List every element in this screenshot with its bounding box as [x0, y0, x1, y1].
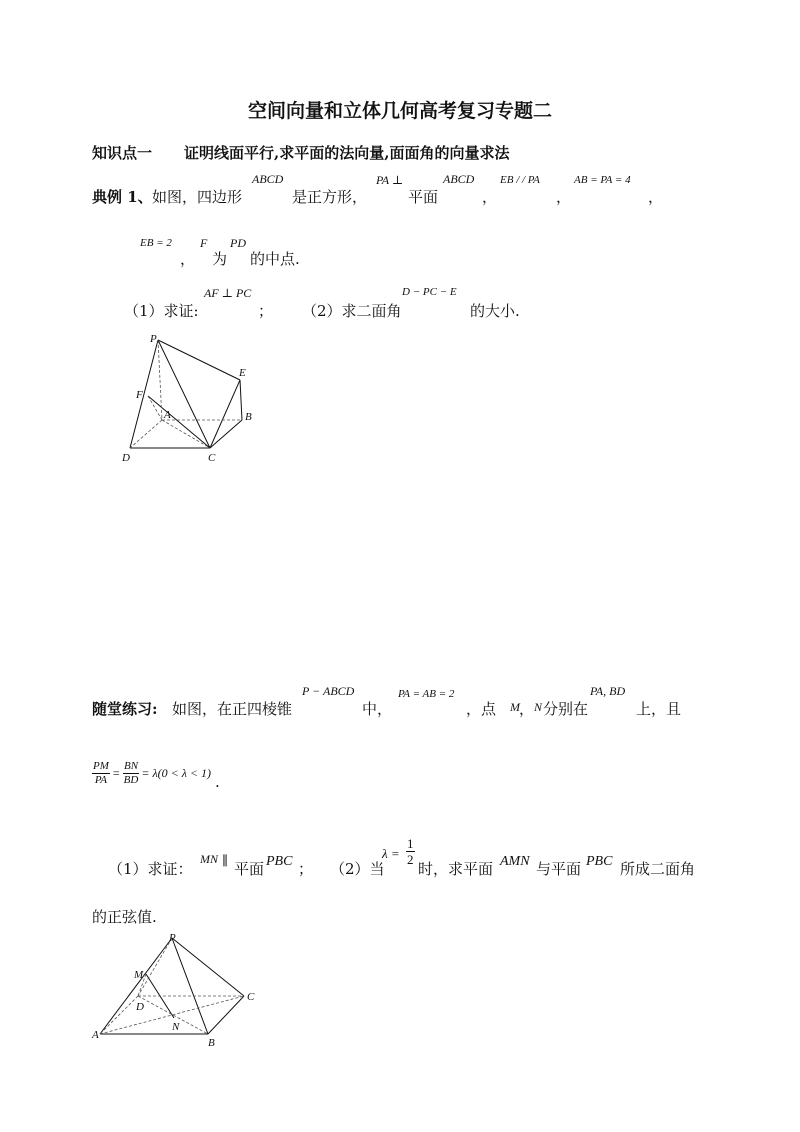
edge-fa-hidden — [148, 396, 162, 420]
practice-text-3b: ， — [519, 700, 535, 718]
example1-text-3: 平面 — [408, 188, 439, 206]
example1-math-f: F — [200, 236, 208, 250]
fraction-one-half — [406, 836, 415, 867]
equals-sign: = — [112, 766, 120, 780]
example1-semicolon: ； — [258, 302, 274, 320]
example1-comma-4: ， — [180, 250, 196, 268]
edge-da-hidden — [100, 996, 138, 1034]
label-b: B — [245, 411, 252, 423]
figure-1-pyramid — [118, 330, 268, 470]
practice-text-10: 所成二面角 — [620, 860, 696, 878]
practice-math-n: N — [534, 700, 543, 714]
example1-lead: 典例 1、 — [92, 188, 153, 206]
example1-text-5: 的中点. — [250, 250, 300, 268]
edge-fc — [148, 396, 210, 448]
edge-pd — [130, 340, 158, 448]
practice-math-m: M — [510, 700, 520, 714]
example1-math-dpce: D − PC − E — [402, 286, 457, 298]
practice-text-1: 如图，在正四棱锥 — [172, 700, 293, 718]
figure-2-pyramid — [90, 930, 270, 1050]
section-heading: 证明线面平行,求平面的法向量,面面角的向量求法 — [184, 144, 510, 162]
label-p: P — [169, 932, 176, 944]
example1-math-pd: PD — [230, 236, 246, 250]
practice-text-2: 中， — [362, 700, 393, 718]
label-c: C — [247, 991, 255, 1003]
edge-pa — [100, 938, 172, 1034]
practice-math-pa-ab: PA = AB = 2 — [398, 688, 455, 700]
practice-q1: （1）求证： — [108, 860, 193, 878]
label-n: N — [172, 1021, 180, 1033]
edge-eb — [240, 380, 242, 420]
edge-bc — [208, 996, 244, 1034]
practice-math-lambda-eq: λ = — [382, 846, 400, 861]
example1-math-eb-pa: EB / / PA — [500, 174, 540, 186]
practice-period: . — [215, 772, 220, 791]
example1-comma-2: ， — [556, 188, 572, 206]
fraction-bn: BN — [123, 760, 139, 772]
practice-math-pabd: PA, BD — [590, 684, 626, 698]
practice-condition — [92, 760, 220, 791]
example1-math-pa-perp: PA ⊥ — [376, 173, 404, 187]
label-m: M — [134, 969, 144, 981]
label-c: C — [208, 452, 216, 464]
practice-text-5: 上，且 — [636, 700, 682, 718]
edge-pc — [158, 340, 210, 448]
label-e: E — [239, 367, 246, 379]
example1-q2: （2）求二面角 — [302, 302, 402, 320]
practice-text-9: 与平面 — [536, 860, 582, 878]
edge-bc — [210, 420, 242, 448]
edge-pe — [158, 340, 240, 380]
fraction-bd: BD — [123, 774, 139, 786]
example1-text-2: 是正方形， — [292, 188, 368, 206]
edge-pa-hidden — [158, 340, 162, 420]
example1-math-abcd2: ABCD — [443, 172, 475, 186]
practice-text-11: 的正弦值. — [92, 908, 157, 926]
fraction-bn-bd — [123, 760, 140, 787]
example1-text-4: 为 — [212, 250, 228, 268]
label-a: A — [92, 1029, 99, 1041]
label-d: D — [122, 452, 130, 464]
example1-q1: （1）求证: — [124, 302, 199, 320]
label-d: D — [136, 1001, 144, 1013]
practice-text-3: ，点 — [466, 700, 497, 718]
example1-math-af-pc: AF ⊥ PC — [204, 286, 252, 300]
practice-math-pabcd: P − ABCD — [302, 684, 355, 698]
edge-ec — [210, 380, 240, 448]
example1-math-ab-pa: AB = PA = 4 — [574, 174, 631, 186]
section-label: 知识点一 — [92, 144, 153, 162]
half-numerator: 1 — [407, 836, 414, 851]
practice-math-mn: MN — [200, 852, 218, 866]
half-denominator: 2 — [407, 852, 414, 867]
practice-text-7: ； — [298, 860, 314, 878]
practice-lead: 随堂练习: — [92, 700, 158, 718]
example1-comma-1: ， — [482, 188, 498, 206]
practice-q2: （2）当 — [330, 860, 385, 878]
page-title: 空间向量和立体几何高考复习专题二 — [248, 100, 553, 122]
label-a: A — [164, 409, 171, 421]
practice-math-amn: AMN — [500, 854, 530, 869]
fraction-pm-pa — [92, 760, 110, 787]
example1-math-abcd: ABCD — [252, 172, 284, 186]
label-b: B — [208, 1037, 215, 1049]
example1-text-1: 如图，四边形 — [152, 188, 243, 206]
fraction-pa: PA — [94, 774, 107, 786]
example1-comma-3: ， — [648, 188, 664, 206]
edge-ad-hidden — [130, 420, 162, 448]
practice-math-pbc2: PBC — [586, 854, 613, 869]
example1-math-eb2: EB = 2 — [140, 237, 172, 249]
practice-parallel: ∥ — [222, 854, 229, 869]
label-f: F — [136, 389, 143, 401]
fraction-pm: PM — [93, 760, 109, 772]
practice-text-8: 时，求平面 — [418, 860, 494, 878]
practice-text-4: 分别在 — [543, 700, 589, 718]
practice-math-pbc: PBC — [266, 854, 293, 869]
practice-math-lambda-range: = λ(0 < λ < 1) — [141, 766, 212, 780]
example1-text-6: 的大小. — [470, 302, 520, 320]
practice-text-6: 平面 — [234, 860, 265, 878]
label-p: P — [150, 333, 157, 345]
